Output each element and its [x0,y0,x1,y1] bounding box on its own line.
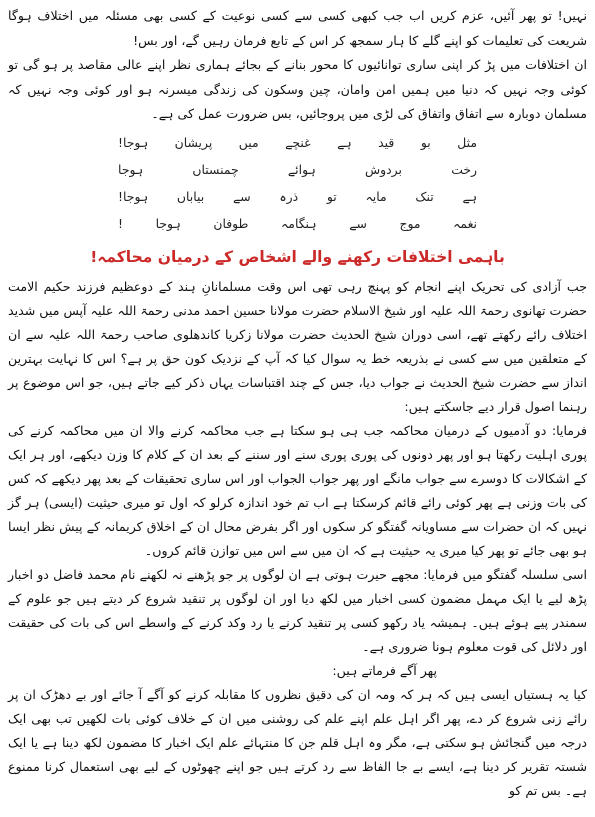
paragraph-history: جب آزادی کی تحریک اپنے انجام کو پہنچ رہی تھی اس وقت مسلمانانِ ہند کے دوعظیم فرزند حکیم الامت حضرت تھانوی رحمۃ اللہ علیہ اور شیخ الاسلام حضرت مولانا حسین احمد مدنی رحمۃ اللہ علیہ آپس میں شدید اختلاف رائے رکھتے تھے، اسی دوران شیخ الحدیث حضرت مولانا زکریا کاندھلوی صاحب رحمۃ اللہ علیہ سے ان کے متعلقین میں سے کسی نے بذریعہ خط یہ سوال کیا کہ آپ کے نزدیک کون حق پر ہے؟ اس کا نہایت بہترین انداز سے حضرت شیخ الحدیث نے جواب دیا، جس کے چند اقتباسات یہاں ذکر کیے جاتے ہیں، جو اس موضوع پر رہنما اصول قرار دیے جاسکتے ہیں: [8,278,587,414]
poem-word: ہے [337,134,352,150]
poem-word: مثل [457,134,477,150]
poem-block [118,129,477,237]
poem-word: غنچے [285,134,311,150]
poem-word: پریشان [174,134,213,150]
poem-word: بیاباں [176,188,205,204]
poem-word: نغمہ [453,215,477,231]
poem-word: ہوائے [287,161,316,177]
poem-word: سے [232,188,251,204]
section-heading: باہمی اختلافات رکھنے والے اشخاص کے درمیان محاکمہ! [90,247,505,266]
poem-word: طوفان [213,215,249,231]
poem-word: تو [326,188,337,204]
poem-word: میں [238,134,259,150]
poem-word: ہوجا! [118,188,149,204]
poem-word: ! [118,215,123,231]
poem-word: سے [349,215,367,231]
paragraph-arbitration: فرمایا: دو آدمیوں کے درمیان محاکمہ جب ہی ہو سکتا ہے جب محاکمہ کرنے والا ان میں محاکمہ کرنے کی پوری اہلیت رکھتا ہو اور پھر دونوں کی پوری پوری سنے اور سننے کے بعد ان کے کلام کا وزن دیکھے، اور ہر ایک کے اشکالات کا دوسرے سے جواب مانگے اور پھر جواب الجواب اور اس ساری تحقیقات کے بعد پھر دیکھے کہ کس کی بات وزنی ہے پھر کوئی رائے قائم کرسکتا ہے اب تم خود اندازہ کرلو کہ اول تو میری حیثیت (ایسی) ہر گز نہیں کہ ان حضرات سے مساویانہ گفتگو کر سکوں اور اگر بفرض محال ان کے اخلاق کریمانہ کے پیش نظر ایسا ہو بھی جائے تو پھر کیا میری یہ حیثیت ہے کہ ان میں سے اس میں توازن قائم کروں۔ [8,422,587,558]
paragraph-unity: ان اختلافات میں پڑ کر اپنی ساری توانائیوں کا محور بنانے کے بجائے ہماری نظر اپنے عالی مقاصد پر ہو گی تو کوئی وجہ نہیں کہ دنیا میں ہمیں امن وامان، چین وسکون کی زندگی میسرنہ ہو اور کوئی وجہ نہیں کہ مسلمان دوبارہ سے اتفاق واتفاق کی لڑی میں پروجائیں، بس ضرورت عمل کی ہے۔ [8,57,587,121]
paragraph-criticism: اسی سلسلہ گفتگو میں فرمایا: مجھے حیرت ہوتی ہے ان لوگوں پر جو پڑھنے نہ لکھنے نام محمد فاضل دو اخبار پڑھ لیے یا ایک مہمل مضمون کسی اخبار میں لکھ دیا اور ان لوگوں پر تنقید شروع کر دیتے ہیں جو علوم کے سمندر پیے ہوئے ہیں۔ ہمیشہ یاد رکھو کسی پر تنقید کرنے یا رد وکد کرنے کے واسطے اس کی بات کی حقیقت اور دلائل کی قوت معلوم ہونا ضروری ہے۔ [8,566,587,654]
poem-word: مایہ [365,188,387,204]
poem-line [118,129,477,156]
poem-word: بردوش [365,161,402,177]
paragraph-resolve: نہیں! تو پھر آئیں، عزم کریں اب جب کبھی کسی سے کسی نوعیت کے کسی بھی مسئلہ میں اختلاف ہوگا شریعت کی تعلیمات کو اپنے گلے کا ہار سمجھ کر اس کے تابع فرمان رہیں گے، اور بس! [8,8,587,48]
poem-word: رخت [451,161,477,177]
poem-line [118,156,477,183]
poem-word: ہے [462,188,477,204]
poem-word: ہوجا! [118,134,149,150]
paragraph-scholars: کیا یہ ہستیاں ایسی ہیں کہ ہر کہ ومہ ان کی دقیق نظروں کا مقابلہ کرنے کو آگے آ جائے اور بے دھڑک ان پر رائے زنی شروع کر دے، پھر اگر اہل علم اپنے علم کی روشنی میں ان کے خلاف کوئی بات لکھیں تب بھی ایک درجہ میں گنجائش ہو سکتی ہے، مگر وہ اہل قلم جن کا منتہائے علم ایک اخبار کا مضمون لکھ دینا ہے یا ایک شستہ تقریر کر دینا ہے، ایسے بے جا الفاظ سے رد کرتے ہیں جو اپنے چھوٹوں کے لیے بھی استعمال کرنا ممنوع ہے۔ بس تم کو [8,686,587,798]
poem-word: ہنگامہ [281,215,317,231]
poem-line [118,183,477,210]
poem-word: تنک [415,188,434,204]
poem-word: ذرہ [279,188,299,204]
poem-word: چمنستاں [192,161,239,177]
poem-word: بو [420,134,431,150]
poem-word: قید [378,134,395,150]
poem-word: ہوجا [118,161,144,177]
poem-word: ہوجا [155,215,181,231]
paragraph-continues: پھر آگے فرماتے ہیں: [332,662,437,678]
poem-word: موج [399,215,421,231]
poem-line [118,210,477,237]
